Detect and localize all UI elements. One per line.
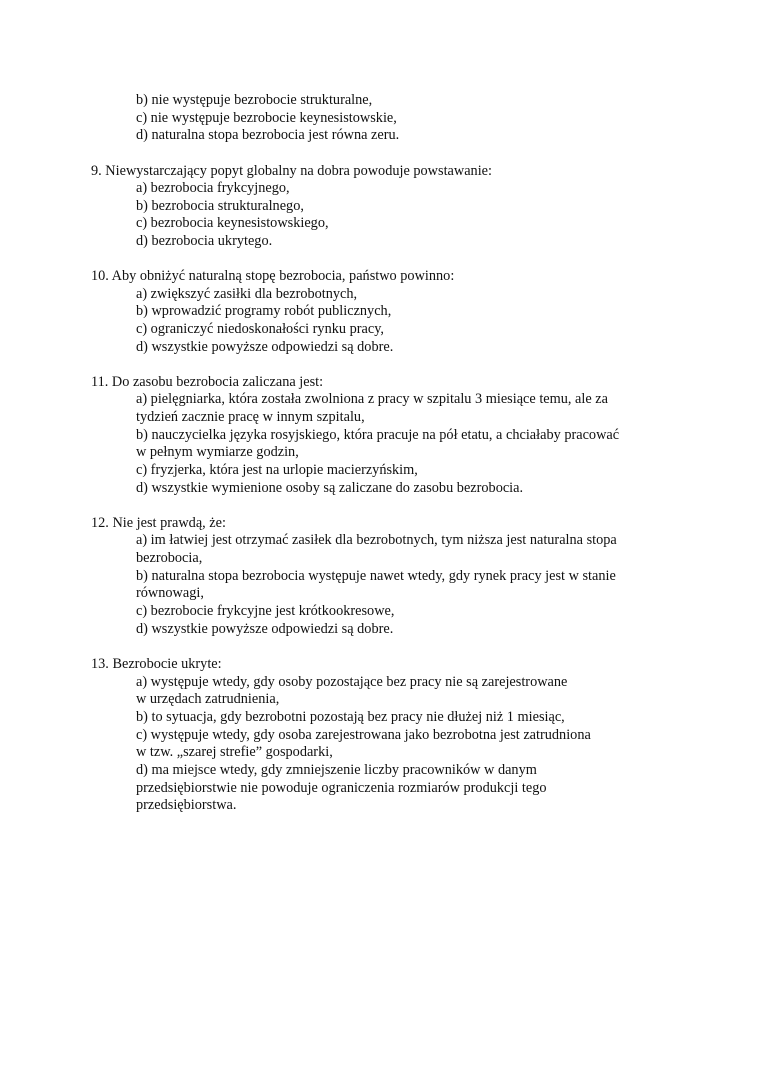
question-10-option-d: d) wszystkie powyższe odpowiedzi są dobre. bbox=[136, 339, 394, 355]
question-13-option-line: a) występuje wtedy, gdy osoby pozostające bez pracy nie są zarejestrowane bbox=[136, 674, 568, 690]
question-10-option-a: a) zwiększyć zasiłki dla bezrobotnych, bbox=[136, 286, 358, 302]
question-12-stem: 12. Nie jest prawdą, że: bbox=[91, 515, 226, 531]
question-10-option-c: c) ograniczyć niedoskonałości rynku pracy, bbox=[136, 321, 384, 337]
question-8-option-c: c) nie występuje bezrobocie keynesistowskie, bbox=[136, 110, 397, 126]
question-9-option-a: a) bezrobocia frykcyjnego, bbox=[136, 180, 290, 196]
question-10-stem: 10. Aby obniżyć naturalną stopę bezrobocia, państwo powinno: bbox=[91, 268, 455, 284]
question-11-option-line: tydzień zacznie pracę w innym szpitalu, bbox=[136, 409, 365, 425]
question-13-option-line: d) ma miejsce wtedy, gdy zmniejszenie liczby pracowników w danym bbox=[136, 762, 537, 778]
question-12-option-line: a) im łatwiej jest otrzymać zasiłek dla bezrobotnych, tym niższa jest naturalna stopa bbox=[136, 532, 617, 548]
question-13-option-line: b) to sytuacja, gdy bezrobotni pozostają bez pracy nie dłużej niż 1 miesiąc, bbox=[136, 709, 565, 725]
question-11-option-line: d) wszystkie wymienione osoby są zaliczane do zasobu bezrobocia. bbox=[136, 480, 524, 496]
question-13-option-line: c) występuje wtedy, gdy osoba zarejestrowana jako bezrobotna jest zatrudniona bbox=[136, 727, 591, 743]
question-12-option-line: d) wszystkie powyższe odpowiedzi są dobre. bbox=[136, 621, 394, 637]
question-8-option-d: d) naturalna stopa bezrobocia jest równa zeru. bbox=[136, 127, 400, 143]
question-12-option-line: równowagi, bbox=[136, 585, 204, 601]
question-8-option-b: b) nie występuje bezrobocie strukturalne, bbox=[136, 92, 373, 108]
question-11-option-line: b) nauczycielka języka rosyjskiego, która pracuje na pół etatu, a chciałaby pracować bbox=[136, 427, 620, 443]
question-12-option-line: c) bezrobocie frykcyjne jest krótkookresowe, bbox=[136, 603, 395, 619]
question-13-option-line: przedsiębiorstwie nie powoduje ograniczenia rozmiarów produkcji tego bbox=[136, 780, 547, 796]
question-11-option-line: a) pielęgniarka, która została zwolniona z pracy w szpitalu 3 miesiące temu, ale za bbox=[136, 391, 608, 407]
question-12-option-line: bezrobocia, bbox=[136, 550, 203, 566]
question-9-stem: 9. Niewystarczający popyt globalny na dobra powoduje powstawanie: bbox=[91, 163, 492, 179]
question-13-option-line: w tzw. „szarej strefie” gospodarki, bbox=[136, 744, 333, 760]
question-13-stem: 13. Bezrobocie ukryte: bbox=[91, 656, 222, 672]
question-12-option-line: b) naturalna stopa bezrobocia występuje nawet wtedy, gdy rynek pracy jest w stanie bbox=[136, 568, 616, 584]
question-9-option-d: d) bezrobocia ukrytego. bbox=[136, 233, 273, 249]
question-13-option-line: w urzędach zatrudnienia, bbox=[136, 691, 280, 707]
question-10-option-b: b) wprowadzić programy robót publicznych, bbox=[136, 303, 392, 319]
question-9-option-b: b) bezrobocia strukturalnego, bbox=[136, 198, 304, 214]
question-9-option-c: c) bezrobocia keynesistowskiego, bbox=[136, 215, 329, 231]
question-11-option-line: c) fryzjerka, która jest na urlopie macierzyńskim, bbox=[136, 462, 418, 478]
question-11-option-line: w pełnym wymiarze godzin, bbox=[136, 444, 299, 460]
question-11-stem: 11. Do zasobu bezrobocia zaliczana jest: bbox=[91, 374, 324, 390]
question-13-option-line: przedsiębiorstwa. bbox=[136, 797, 237, 813]
